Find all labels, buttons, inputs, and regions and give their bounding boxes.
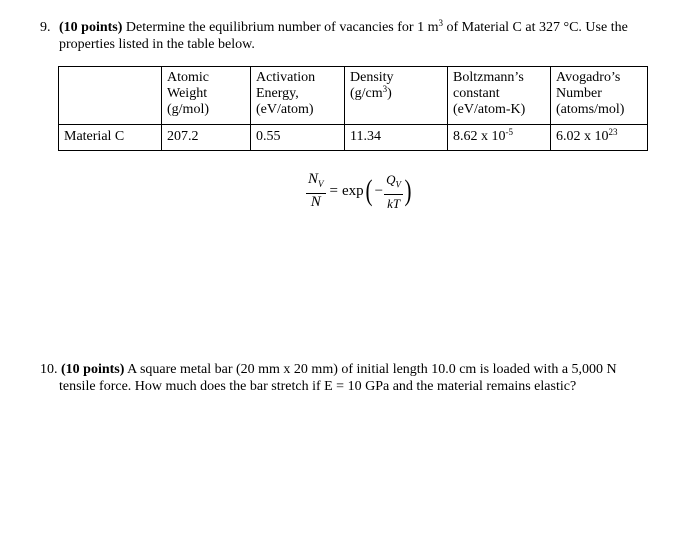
cell-atomic-weight: 207.2 [162, 125, 251, 151]
question-9-line-1 [40, 19, 680, 36]
cell-boltzmann [448, 125, 551, 151]
formula-lhs-numerator [306, 172, 326, 194]
header-text: Avogadro’s [556, 70, 621, 85]
question-10-line-2: tensile force. How much does the bar stretch if E = 10 GPa and the material remains elastic? [59, 379, 577, 394]
header-avogadro-number [551, 67, 648, 125]
formula-subscript: V [318, 179, 324, 190]
header-text: Atomic [167, 70, 209, 85]
cell-superscript: 23 [608, 127, 618, 137]
cell-text: 6.02 x 10 [556, 129, 609, 144]
header-text: Number [556, 86, 602, 101]
formula-open-paren: ( [365, 174, 373, 208]
header-text [350, 86, 442, 102]
question-10-number: 10. [40, 362, 58, 377]
question-9-superscript: 3 [438, 18, 443, 28]
table-row [59, 125, 648, 151]
question-9-text-b: of Material C at 327 °C. Use the [442, 20, 628, 35]
header-text: Activation [256, 70, 316, 85]
header-text: Density [350, 70, 394, 85]
table-header-row [59, 67, 648, 125]
header-text: (g/mol) [167, 102, 209, 117]
header-text: Boltzmann’s [453, 70, 524, 85]
header-boltzmann-constant [448, 67, 551, 125]
header-activation-energy [251, 67, 345, 125]
header-text: Weight [167, 86, 208, 101]
header-text: Energy, [256, 86, 299, 101]
formula-minus: − [374, 182, 384, 199]
formula-lhs-denominator: N [310, 194, 321, 211]
question-9-number: 9. [40, 20, 51, 35]
cell-avogadro [551, 125, 648, 151]
header-text: (atoms/mol) [556, 102, 625, 117]
header-density [345, 67, 448, 125]
cell-density: 11.34 [345, 125, 448, 151]
header-empty-cell [59, 67, 162, 125]
header-atomic-weight [162, 67, 251, 125]
question-9 [40, 19, 680, 53]
question-9-line-2: properties listed in the table below. [59, 37, 255, 52]
question-10-points: (10 points) [61, 362, 125, 377]
cell-text: 8.62 x 10 [453, 129, 506, 144]
question-9-points: (10 points) [59, 20, 123, 35]
properties-table [58, 66, 648, 151]
cell-activation-energy: 0.55 [251, 125, 345, 151]
formula-symbol: Q [386, 172, 396, 187]
row-label: Material C [59, 125, 162, 151]
formula-close-paren: ) [404, 174, 412, 208]
formula-exp: exp [341, 182, 364, 199]
cell-superscript: -5 [505, 127, 513, 137]
formula-rhs-fraction [384, 172, 403, 211]
formula-subscript: V [395, 179, 402, 190]
formula-symbol: N [308, 171, 319, 188]
header-text-part: (g/cm [350, 86, 383, 101]
header-superscript: 3 [382, 84, 388, 94]
formula-equals: = [329, 182, 338, 199]
header-text: constant [453, 86, 500, 101]
formula-rhs-denominator: kT [387, 195, 401, 211]
formula-lhs-fraction [306, 172, 326, 210]
header-text: (eV/atom) [256, 102, 314, 117]
question-10-line-1 [40, 361, 680, 378]
header-text-part: ) [387, 86, 392, 101]
question-10 [40, 361, 680, 395]
formula-rhs-numerator [384, 172, 403, 195]
question-9-text-a: Determine the equilibrium number of vacancies for 1 m [125, 20, 439, 35]
question-10-text-a: A square metal bar (20 mm x 20 mm) of initial length 10.0 cm is loaded with a 5,000 N [127, 362, 617, 377]
header-text: (eV/atom-K) [453, 102, 526, 117]
vacancy-formula [306, 172, 413, 211]
